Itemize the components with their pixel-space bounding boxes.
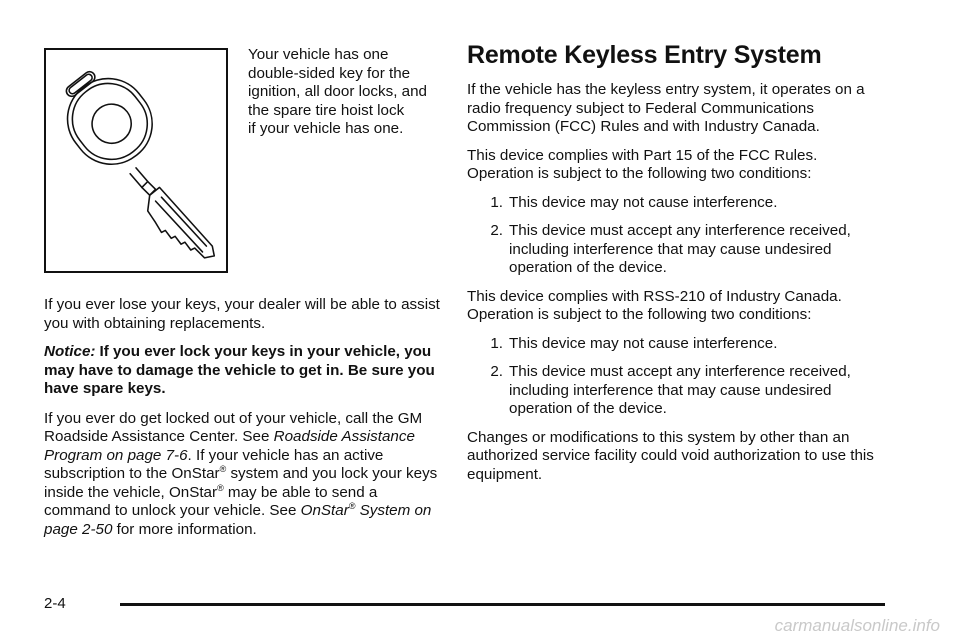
list-number: 1.	[490, 334, 503, 352]
text-run: may be able to send a command to unlock your vehicle. See	[44, 483, 378, 519]
lost-keys-paragraph: If you ever lose your keys, your dealer will be able to assist you with obtaining replacements.	[44, 296, 440, 332]
list-item	[467, 363, 887, 419]
list-item	[467, 194, 887, 213]
key-description	[248, 46, 427, 139]
roadside-assistance-link[interactable]: Roadside Assistance Program on page 7-6	[44, 428, 415, 464]
registered-mark: ®	[348, 500, 356, 511]
key-description-line: double-sided key for the	[248, 64, 411, 82]
left-column	[44, 48, 444, 539]
list-item	[467, 222, 887, 278]
registered-mark: ®	[217, 482, 224, 493]
text-run: OnStar	[300, 502, 349, 519]
key-description-line: ignition, all door locks, and	[248, 83, 427, 100]
text-run: System on page 2-50	[44, 502, 432, 538]
rss-conditions-list	[467, 335, 887, 419]
fcc-conditions-list	[467, 194, 887, 278]
key-icon	[46, 50, 226, 271]
notice-paragraph	[44, 343, 444, 399]
text-run: . If your vehicle has an active subscription to the OnStar	[44, 446, 384, 482]
text-run: for more information.	[112, 520, 257, 538]
registered-mark: ®	[219, 463, 227, 474]
key-description-line: the spare tire hoist lock	[248, 101, 405, 119]
list-number: 1.	[490, 193, 503, 211]
list-number: 2.	[490, 222, 503, 239]
key-description-line: if your vehicle has one.	[248, 120, 404, 137]
list-text: This device must accept any interference received, including interference that may cause undesired operation of the device.	[509, 222, 851, 276]
list-number: 2.	[490, 363, 503, 380]
fcc-paragraph: This device complies with Part 15 of the FCC Rules. Operation is subject to the following two conditions:	[467, 146, 818, 182]
list-text: This device may not cause interference.	[509, 334, 778, 352]
rss-paragraph: This device complies with RSS-210 of Industry Canada. Operation is subject to the following two conditions:	[467, 287, 842, 323]
footer-rule	[120, 603, 885, 606]
list-text: This device may not cause interference.	[509, 193, 778, 211]
right-column	[467, 41, 887, 484]
keyless-intro-paragraph: If the vehicle has the keyless entry system, it operates on a radio frequency subject to Federal Communications Commission (FCC) Rules and with Industry Canada.	[467, 81, 865, 135]
locked-out-paragraph	[44, 410, 444, 540]
page-number: 2-4	[44, 595, 66, 612]
notice-text: If you ever lock your keys in your vehicle, you may have to damage the vehicle to get in. Be sure you have spare keys.	[44, 343, 435, 397]
modifications-paragraph: Changes or modifications to this system by other than an authorized service facility could void authorization to use this equipment.	[467, 428, 874, 483]
text-run: system and you lock your keys inside the vehicle, OnStar	[44, 465, 438, 501]
key-figure-row	[44, 48, 444, 273]
text-run: If you ever do get locked out of your vehicle, call the GM Roadside Assistance Center. See	[44, 409, 423, 445]
key-description-line: Your vehicle has one	[248, 46, 389, 63]
watermark: carmanualsonline.info	[774, 616, 940, 635]
notice-label: Notice:	[44, 343, 96, 360]
list-text: This device must accept any interference received, including interference that may cause undesired operation of the device.	[509, 363, 851, 417]
section-heading: Remote Keyless Entry System	[467, 41, 822, 69]
key-illustration	[44, 48, 228, 273]
list-item	[467, 335, 887, 354]
